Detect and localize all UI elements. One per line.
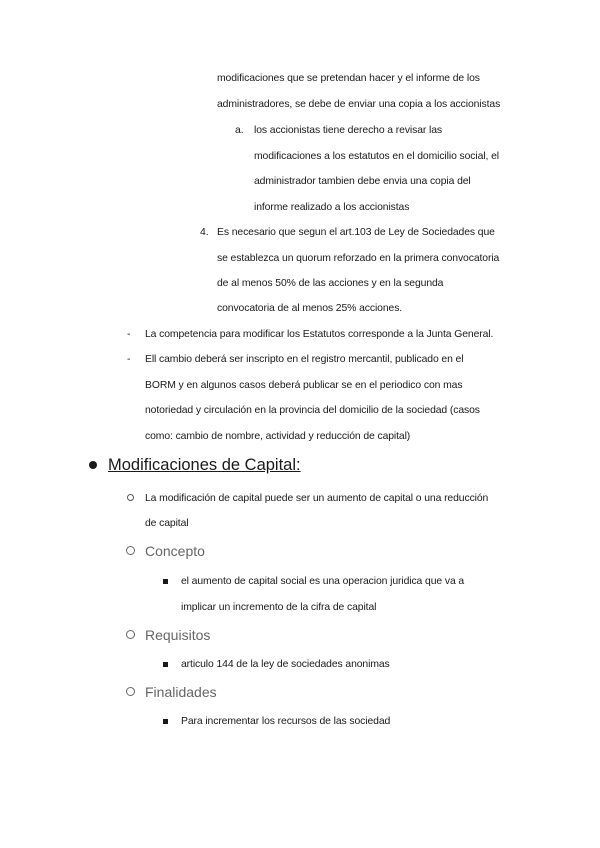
list-marker-4: 4.	[200, 227, 209, 238]
list-item-line: Para incrementar los recursos de las sociedad	[181, 716, 391, 727]
list-item-line: BORM y en algunos casos deberá publicar se en el periodico con mas	[145, 380, 463, 391]
circle-bullet-icon	[126, 630, 135, 639]
paragraph-line: modificaciones que se pretendan hacer y el informe de los	[217, 73, 480, 84]
list-item-line: administrador tambien debe envia una copia del	[254, 176, 471, 187]
square-bullet-icon	[163, 719, 168, 724]
list-item-line: el aumento de capital social es una operacion juridica que va a	[181, 576, 465, 587]
list-item-line: articulo 144 de la ley de sociedades anonimas	[181, 659, 390, 670]
list-item-line: convocatoria de al menos 25% acciones.	[217, 303, 403, 314]
list-item-line: informe realizado a los accionistas	[254, 202, 410, 213]
subsection-title-requisitos: Requisitos	[145, 627, 211, 643]
circle-bullet-icon	[127, 494, 134, 501]
subsection-title-concepto: Concepto	[145, 543, 205, 559]
disc-bullet-icon	[89, 461, 97, 469]
square-bullet-icon	[163, 579, 168, 584]
dash-marker: -	[127, 354, 131, 365]
list-item-line: se establezca un quorum reforzado en la primera convocatoria	[217, 253, 500, 264]
list-item-line: notoriedad y circulación en la provincia del domicilio de la sociedad (casos	[145, 405, 480, 416]
list-item-line: La modificación de capital puede ser un aumento de capital o una reducción	[145, 493, 489, 504]
list-item-line: como: cambio de nombre, actividad y reducción de capital)	[145, 431, 411, 442]
circle-bullet-icon	[126, 687, 135, 696]
list-item-line: Es necesario que segun el art.103 de Ley de Sociedades que	[217, 227, 495, 238]
subsection-title-finalidades: Finalidades	[145, 684, 217, 700]
circle-bullet-icon	[126, 546, 135, 555]
list-item-line: de capital	[145, 518, 189, 529]
dash-marker: -	[127, 329, 131, 340]
section-heading: Modificaciones de Capital:	[108, 456, 301, 474]
paragraph-line: administradores, se debe de enviar una copia a los accionistas	[217, 99, 501, 110]
list-item-line: de al menos 50% de las acciones y en la segunda	[217, 278, 444, 289]
list-item-line: implicar un incremento de la cifra de capital	[181, 602, 377, 613]
list-item-line: Ell cambio deberá ser inscripto en el registro mercantil, publicado en el	[145, 354, 464, 365]
list-item-line: los accionistas tiene derecho a revisar las	[254, 125, 443, 136]
square-bullet-icon	[163, 662, 168, 667]
list-item-line: modificaciones a los estatutos en el domicilio social, el	[254, 151, 499, 162]
list-item-line: La competencia para modificar los Estatutos corresponde a la Junta General.	[145, 329, 494, 340]
list-marker-a: a.	[235, 125, 244, 136]
